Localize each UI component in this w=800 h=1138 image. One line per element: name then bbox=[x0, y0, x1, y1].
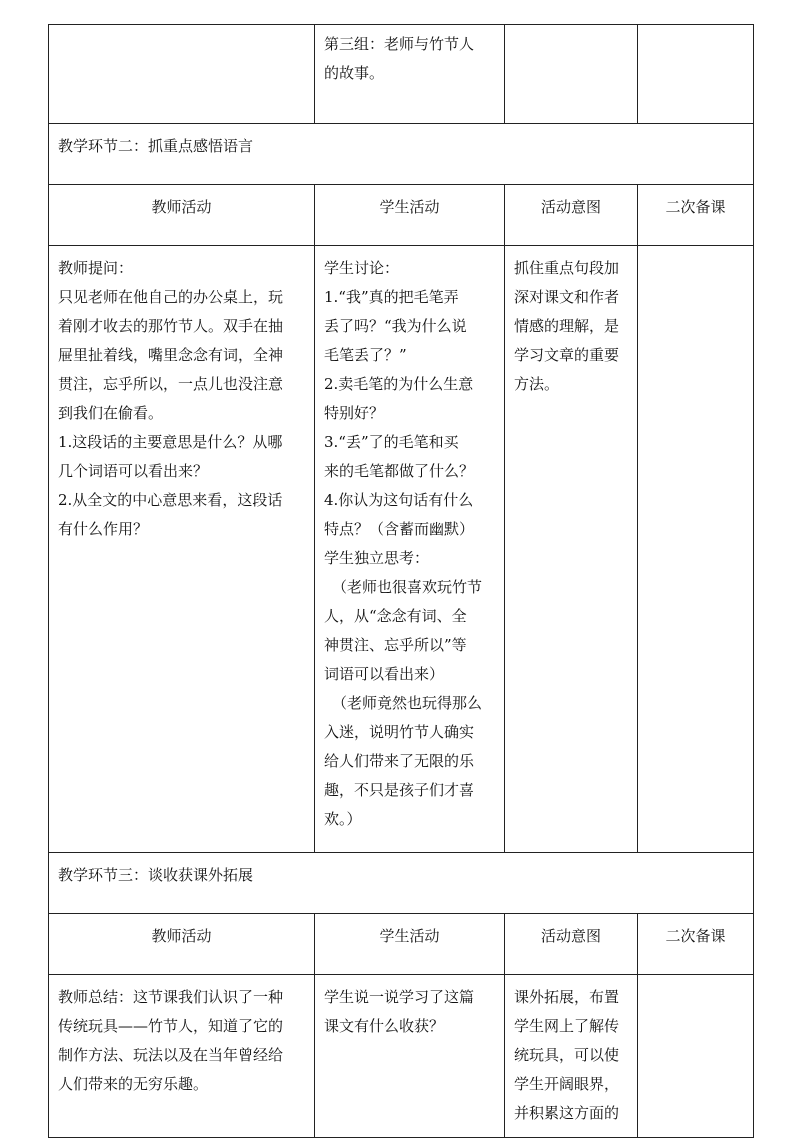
header-row bbox=[49, 185, 754, 246]
text-line: 给人们带来了无限的乐 bbox=[324, 752, 475, 770]
text-line: 传统玩具——竹节人，知道了它的 bbox=[58, 1017, 284, 1035]
text-line: 趣，不只是孩子们才喜 bbox=[324, 781, 475, 799]
text-line: 3.“丢”了的毛笔和买 bbox=[324, 433, 459, 451]
text-line: 1.“我”真的把毛笔弄 bbox=[324, 288, 459, 306]
header-intent: 活动意图 bbox=[505, 185, 638, 246]
text-line: 特点？（含蓄而幽默） bbox=[324, 520, 475, 538]
text-line: 到我们在偷看。 bbox=[58, 404, 164, 422]
text-line: 毛笔丢了？” bbox=[324, 346, 407, 364]
student-activity-cell-continued bbox=[315, 25, 505, 124]
revision-cell-continued bbox=[638, 25, 754, 124]
intent-cell-continued bbox=[505, 25, 638, 124]
text-line: 学生独立思考： bbox=[324, 549, 430, 567]
text-line: 深对课文和作者 bbox=[514, 288, 620, 306]
header-student-activity: 学生活动 bbox=[315, 914, 505, 975]
text-line: 教师总结：这节课我们认识了一种 bbox=[58, 988, 284, 1006]
student-activity-cell bbox=[315, 975, 505, 1138]
lesson-plan-table bbox=[48, 24, 754, 1138]
section-title-row bbox=[49, 853, 754, 914]
section-title-row bbox=[49, 124, 754, 185]
intent-cell bbox=[505, 246, 638, 853]
header-revision: 二次备课 bbox=[638, 185, 754, 246]
text-line: 的故事。 bbox=[324, 64, 385, 82]
text-line: 只见老师在他自己的办公桌上，玩 bbox=[58, 288, 284, 306]
revision-cell bbox=[638, 246, 754, 853]
header-student-activity: 学生活动 bbox=[315, 185, 505, 246]
text-line: 有什么作用？ bbox=[58, 520, 149, 538]
section2-title: 教学环节二：抓重点感悟语言 bbox=[49, 124, 754, 185]
text-line: 入迷，说明竹节人确实 bbox=[324, 723, 475, 741]
teacher-activity-cell bbox=[49, 246, 315, 853]
section3-title: 教学环节三：谈收获课外拓展 bbox=[49, 853, 754, 914]
text-line: 统玩具，可以使 bbox=[514, 1046, 620, 1064]
text-line: 第三组：老师与竹节人 bbox=[324, 35, 475, 53]
text-line: 课文有什么收获？ bbox=[324, 1017, 445, 1035]
text-line: 着刚才收去的那竹节人。双手在抽 bbox=[58, 317, 284, 335]
text-line: 贯注，忘乎所以，一点儿也没注意 bbox=[58, 375, 284, 393]
table-row-continued bbox=[49, 25, 754, 124]
text-line: 方法。 bbox=[514, 375, 560, 393]
text-line: 学生网上了解传 bbox=[514, 1017, 620, 1035]
text-line: 抓住重点句段加 bbox=[514, 259, 620, 277]
text-line: 1.这段话的主要意思是什么？从哪 bbox=[58, 433, 283, 451]
teacher-activity-cell bbox=[49, 975, 315, 1138]
text-line: 人，从“念念有词、全 bbox=[324, 607, 467, 625]
text-line: 学习文章的重要 bbox=[514, 346, 620, 364]
text-line: 2.从全文的中心意思来看，这段话 bbox=[58, 491, 283, 509]
intent-cell bbox=[505, 975, 638, 1138]
text-line: 学生讨论： bbox=[324, 259, 400, 277]
header-teacher-activity: 教师活动 bbox=[49, 914, 315, 975]
student-activity-cell bbox=[315, 246, 505, 853]
text-line: 4.你认为这句话有什么 bbox=[324, 491, 474, 509]
text-line: 屉里扯着线，嘴里念念有词，全神 bbox=[58, 346, 284, 364]
text-line: 欢。） bbox=[324, 810, 362, 828]
text-line: 学生说一说学习了这篇 bbox=[324, 988, 475, 1006]
text-line: 课外拓展，布置 bbox=[514, 988, 620, 1006]
text-line: 词语可以看出来） bbox=[324, 665, 445, 683]
text-line: 几个词语可以看出来？ bbox=[58, 462, 209, 480]
text-line: 丢了吗？“我为什么说 bbox=[324, 317, 467, 335]
header-row bbox=[49, 914, 754, 975]
text-line: 2.卖毛笔的为什么生意 bbox=[324, 375, 474, 393]
text-line: 人们带来的无穷乐趣。 bbox=[58, 1075, 209, 1093]
header-intent: 活动意图 bbox=[505, 914, 638, 975]
text-line: 制作方法、玩法以及在当年曾经给 bbox=[58, 1046, 284, 1064]
revision-cell bbox=[638, 975, 754, 1138]
text-line: 并积累这方面的 bbox=[514, 1104, 620, 1122]
header-revision: 二次备课 bbox=[638, 914, 754, 975]
text-line: 神贯注、忘乎所以”等 bbox=[324, 636, 467, 654]
text-line: 教师提问： bbox=[58, 259, 134, 277]
teacher-activity-cell-continued bbox=[49, 25, 315, 124]
text-line: （老师竟然也玩得那么 bbox=[332, 694, 483, 712]
text-line: 学生开阔眼界， bbox=[514, 1075, 620, 1093]
text-line: 来的毛笔都做了什么？ bbox=[324, 462, 475, 480]
table-row bbox=[49, 246, 754, 853]
table-row bbox=[49, 975, 754, 1138]
text-line: 特别好？ bbox=[324, 404, 385, 422]
text-line: （老师也很喜欢玩竹节 bbox=[332, 578, 483, 596]
header-teacher-activity: 教师活动 bbox=[49, 185, 315, 246]
text-line: 情感的理解，是 bbox=[514, 317, 620, 335]
